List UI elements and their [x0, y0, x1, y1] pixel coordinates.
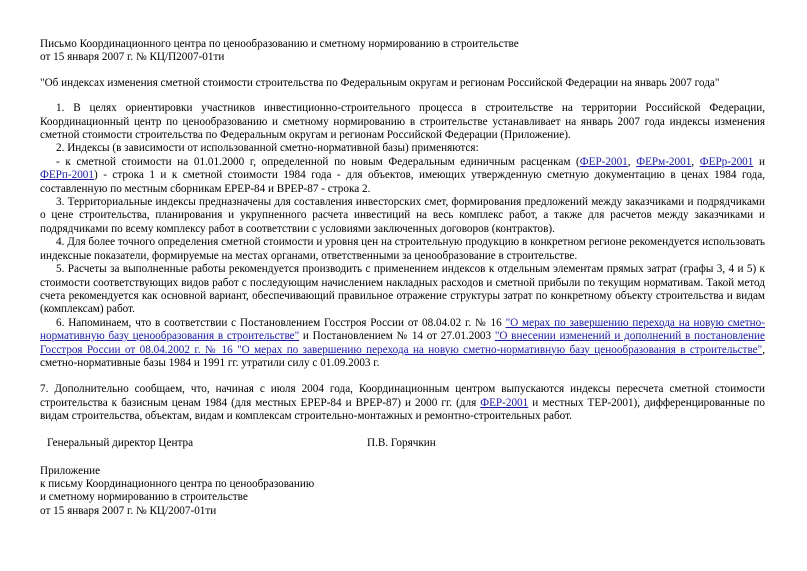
- paragraph-2: 2. Индексы (в зависимости от использованной сметно-нормативной базы) применяются:: [56, 142, 479, 155]
- link-ferp-2001[interactable]: ФЕРп-2001: [40, 169, 94, 182]
- header-line-1: Письмо Координационного центра по ценообразованию и сметному нормированию в строительстве: [40, 38, 519, 50]
- annex-line-2: к письму Координационного центра по ценообразованию: [40, 477, 315, 490]
- paragraph-6-text-end: , сметно-нормативные базы 1984 и 1991 гг. утратили силу с 01.09.2003 г.: [40, 343, 765, 369]
- paragraph-4: 4. Для более точного определения сметной стоимости и уровня цен на строительную продукцию в конкретном регионе рекомендуется использовать индексные показатели, формируемые на местах органами, ответственными за ценообразование в строительстве.: [40, 236, 765, 262]
- letter-header: [40, 38, 765, 65]
- link-fer-2001[interactable]: ФЕР-2001: [579, 155, 628, 168]
- link-ferm-2001[interactable]: ФЕРм-2001: [636, 155, 692, 168]
- header-line-2: от 15 января 2007 г. № КЦ/П2007-01ти: [40, 51, 225, 64]
- link-fer-2001-p7[interactable]: ФЕР-2001: [480, 396, 529, 409]
- separator: и: [753, 155, 765, 168]
- annex-block: [40, 465, 765, 519]
- annex-line-4: от 15 января 2007 г. № КЦ/2007-01ти: [40, 504, 217, 517]
- paragraph-7-text: 7. Дополнительно сообщаем, что, начиная с июля 2004 года, Координационным центром выпускаются индексы пересчета сметной стоимости строительства к базисным ценам 1984 (для местных ЕРЕР-84 и ВРЕР-87) и 2000 гг. (для: [40, 383, 765, 409]
- paragraph-2a-text: - к сметной стоимости на 01.01.2000 г, определенной по новым Федеральным единичным расценкам (: [56, 155, 580, 168]
- document-page: [40, 38, 765, 518]
- link-postanovlenie-14[interactable]: "О внесении изменений и дополнений в постановление Госстроя России от 08.04.2002 г. № 16 "О мерах по завершению перехода на новую сметно-нормативную базу ценообразования в строительстве": [40, 330, 765, 356]
- letter-subject: "Об индексах изменения сметной стоимости строительства по Федеральным округам и регионам Российской Федерации на январь 2007 года": [40, 76, 720, 89]
- signature-block: [40, 437, 765, 451]
- paragraph-6: [40, 317, 765, 371]
- signatory-name: П.В. Горячкин: [367, 436, 436, 449]
- link-postanovlenie-16[interactable]: "О мерах по завершению перехода на новую сметно-нормативную базу ценообразования в строительстве": [40, 316, 765, 343]
- separator: ,: [691, 155, 700, 168]
- paragraph-6-text-mid: и Постановлением № 14 от 27.01.2003: [299, 330, 495, 343]
- link-ferr-2001[interactable]: ФЕРр-2001: [699, 155, 754, 168]
- paragraph-1: 1. В целях ориентировки участников инвестиционно-строительного процесса в строительстве на территории Российской Федерации, Координационный центр по ценообразованию и сметному нормированию в строительстве устанавливает на январь 2007 года индексы изменения сметной стоимости строительства по Федеральным округам и регионам Российской Федерации (Приложение).: [40, 102, 765, 142]
- paragraph-5: 5. Расчеты за выполненные работы рекомендуется производить с применением индексов к отдельным элементам прямых затрат (графы 3, 4 и 5) к стоимости соответствующих видов работ с последующим начислением накладных расходов и сметной прибыли по текущим нормативам. Такой метод счета рекомендуется как основной вариант, обеспечивающий правильное отражение структуры затрат по конкретному объекту строительства и видам (комплексам) работ.: [40, 263, 765, 316]
- paragraph-2a-text-end: ) - строка 1 и к сметной стоимости 1984 года - для объектов, имеющих утвержденную сметную документацию в ценах 1984 года, составленную по местным сборникам ЕРЕР-84 и ВРЕР-87 - строка 2.: [40, 169, 765, 195]
- paragraph-7-text-end: и местных ТЕР-2001), дифференцированные по видам строительства, объектам, видам и комплексам строительно-монтажных и ремонтно-строительных работ.: [40, 396, 765, 423]
- letter-body: [40, 102, 765, 423]
- signatory-position: Генеральный директор Центра: [47, 436, 194, 449]
- paragraph-7: [40, 383, 765, 423]
- separator: ,: [627, 155, 637, 168]
- paragraph-3: 3. Территориальные индексы предназначены для составления инвесторских смет, формирования предложений между заказчиками и подрядчиками о цене строительства, планирования и укрупненного расчета инвестиций на весь комплекс работ, а также для расчетов между заказчиками и подрядчиками по всему комплексу работ в соответствии с условиями заключенных договоров (контрактов).: [40, 196, 765, 235]
- annex-line-1: Приложение: [40, 464, 101, 477]
- annex-line-3: и сметному нормированию в строительстве: [40, 491, 248, 504]
- paragraph-6-text: 6. Напоминаем, что в соответствии с Постановлением Госстроя России от 08.04.02 г. № 16: [56, 316, 506, 329]
- paragraph-2a: [40, 156, 765, 196]
